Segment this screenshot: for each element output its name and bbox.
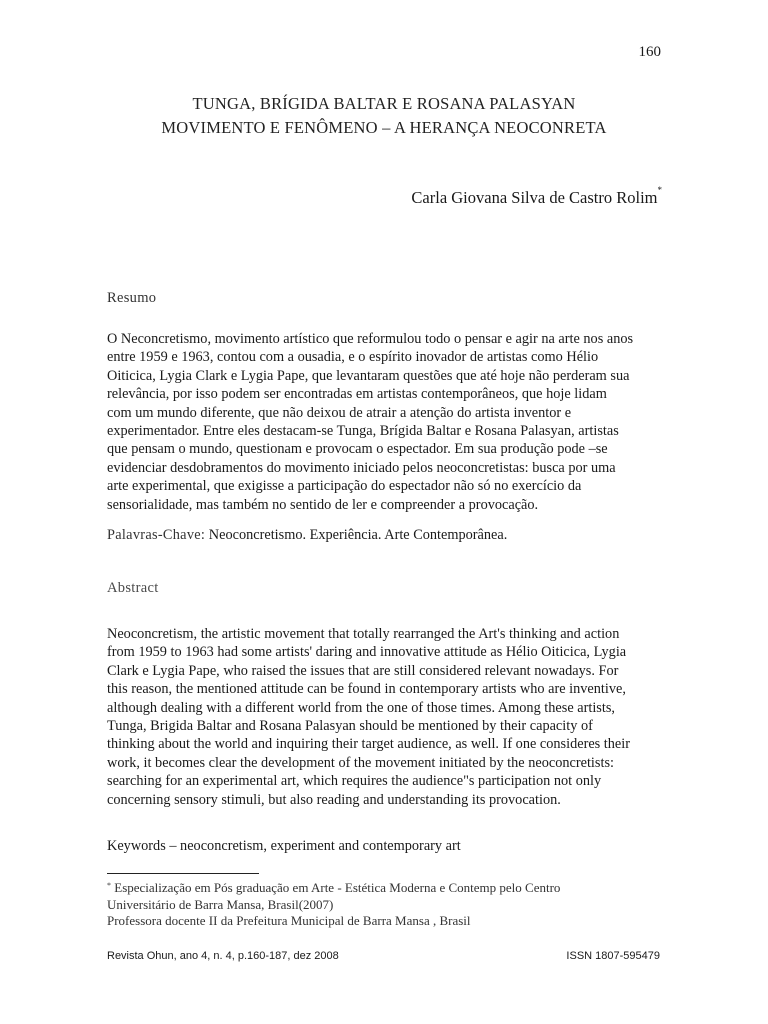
resumo-line: relevância, por isso podem ser encontradas em artistas contemporâneos, que hoje lidam xyxy=(107,386,607,403)
resumo-line: com um mundo diferente, que não deixou de atrair a atenção do artista inventor e xyxy=(107,404,572,421)
resumo-heading: Resumo xyxy=(107,290,157,306)
resumo-line: que pensam o mundo, questionam e provocam o espectador. Em sua produção pode –se xyxy=(107,441,608,458)
issn: ISSN 1807-595479 xyxy=(566,950,660,962)
resumo-line: O Neconcretismo, movimento artístico que reformulou todo o pensar e agir na arte nos anos xyxy=(107,331,634,347)
article-title-line-1: TUNGA, BRÍGIDA BALTAR E ROSANA PALASYAN xyxy=(192,94,576,113)
keywords-english: Keywords – neoconcretism, experiment and contemporary art xyxy=(107,838,461,854)
author-name: Carla Giovana Silva de Castro Rolim xyxy=(411,188,658,207)
abstract-line: although dealing with a different world from the one of those times. Among these artists, xyxy=(107,699,615,716)
footnote-line-1 xyxy=(107,880,560,897)
resumo-line: experimentador. Entre eles destacam-se Tunga, Brígida Baltar e Rosana Palasyan, artistas xyxy=(107,423,619,440)
footnote-line-3: Professora docente II da Prefeitura Municipal de Barra Mansa , Brasil xyxy=(107,913,471,928)
article-title-line-2: MOVIMENTO E FENÔMENO – A HERANÇA NEOCONRETA xyxy=(161,118,607,137)
footnote-mark: * xyxy=(107,881,111,890)
abstract-line: Clark e Lygia Pape, who raised the issues that are still considered relevant nowadays. For xyxy=(107,662,619,679)
article-title xyxy=(100,92,668,140)
abstract-heading: Abstract xyxy=(107,580,159,596)
abstract-line: searching for an experimental art, which requires the audience"s participation not only xyxy=(107,773,602,790)
abstract-line: from 1959 to 1963 had some artists' daring and innovative attitude as Hélio Oiticica, Lygia xyxy=(107,644,627,661)
footnote-line-2: Universitário de Barra Mansa, Brasil(2007) xyxy=(107,896,334,912)
abstract-line: work, it becomes clear the development of the movement initiated by the neoconcretists: xyxy=(107,754,614,771)
palavras-chave xyxy=(107,527,507,544)
resumo-line: entre 1959 e 1963, contou com a ousadia, e o espírito inovador de artistas como Hélio xyxy=(107,349,599,366)
resumo-line: evidenciar desdobramentos do movimento iniciado pelos neoconcretistas: busca por uma xyxy=(107,459,616,476)
footnote-divider xyxy=(107,873,259,874)
abstract-line: concerning sensory stimuli, but also reading and understanding its provocation. xyxy=(107,791,561,808)
abstract-line: thinking about the world and inquiring their target audience, as well. If one consideres their xyxy=(107,736,631,753)
author-byline xyxy=(411,185,662,208)
page-number: 160 xyxy=(638,44,661,60)
abstract-line: Neoconcretism, the artistic movement that totally rearranged the Art's thinking and action xyxy=(107,626,620,642)
abstract-paragraph xyxy=(107,625,667,809)
resumo-line: arte experimental, que exigisse a participação do espectador não só no exercício da xyxy=(107,478,582,495)
resumo-line: Oiticica, Lygia Clark e Lygia Pape, que levantaram questões que até hoje não perderam sua xyxy=(107,367,630,384)
resumo-paragraph xyxy=(107,330,667,514)
author-footnote xyxy=(107,880,560,930)
palavras-chave-text: Neoconcretismo. Experiência. Arte Contemporânea. xyxy=(205,527,508,543)
author-footnote-mark: * xyxy=(657,185,662,195)
journal-citation: Revista Ohun, ano 4, n. 4, p.160-187, dez 2008 xyxy=(107,950,339,962)
abstract-line: Tunga, Brigida Baltar and Rosana Palasyan should be mentioned by their capacity of xyxy=(107,718,593,735)
footnote-text-1: Especialização em Pós graduação em Arte - Estética Moderna e Contemp pelo Centro xyxy=(111,880,561,895)
resumo-line: sensorialidade, mas também no sentido de ler e compreender a provocação. xyxy=(107,496,539,513)
palavras-chave-label: Palavras-Chave: xyxy=(107,527,206,543)
abstract-line: this reason, the mentioned attitude can be found in contemporary artists who are inventive, xyxy=(107,681,626,698)
